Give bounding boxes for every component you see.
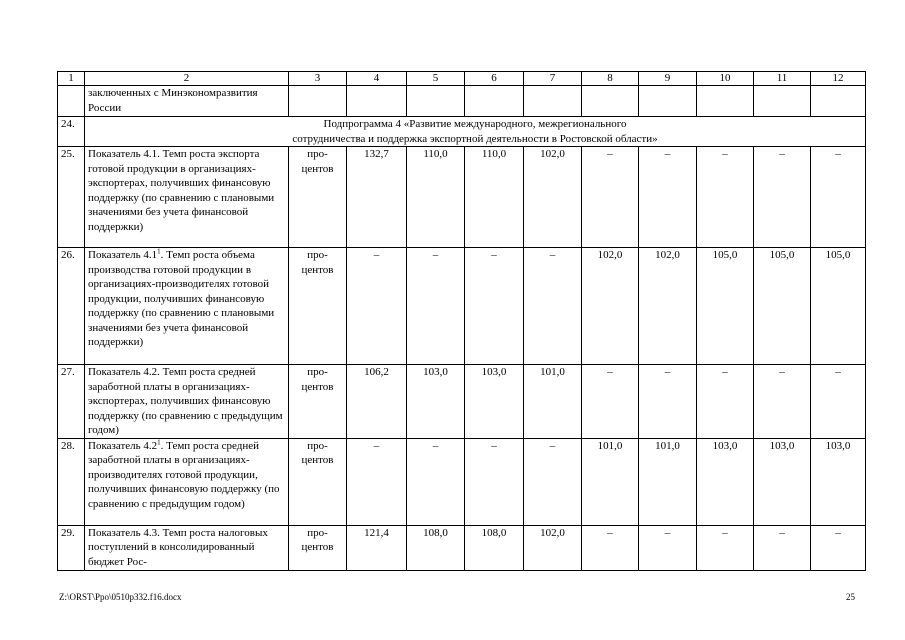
indicator-name: Показатель 4.3. Темп роста налоговых поступлений в консолидированный бюджет Рос- (85, 525, 289, 570)
value-cell: – (754, 147, 811, 248)
page-number: 25 (846, 592, 855, 602)
unit-cell: про- центов (289, 525, 347, 570)
column-number: 4 (347, 72, 407, 86)
column-number: 5 (407, 72, 465, 86)
value-cell: – (465, 438, 524, 525)
table-row (58, 365, 866, 439)
table-row-continuation (58, 86, 866, 117)
value-cell: – (347, 438, 407, 525)
indicator-name: Показатель $4.1^1$. Темп роста объема производства готовой продукции в организациях-производителях готовой продукции, получивших финансовую поддержку (по сравнению с плановыми значениями без учета финансовой поддержки) (85, 248, 289, 365)
value-cell: 101,0 (524, 365, 582, 439)
value-cell: 105,0 (697, 248, 754, 365)
value-cell: 108,0 (407, 525, 465, 570)
value-cell: – (697, 147, 754, 248)
value-cell: – (582, 365, 639, 439)
value-cell: – (811, 525, 866, 570)
column-number: 2 (85, 72, 289, 86)
table-row (58, 248, 866, 365)
value-cell: 102,0 (639, 248, 697, 365)
value-cell: 132,7 (347, 147, 407, 248)
row-number: 28. (58, 438, 85, 525)
column-number: 1 (58, 72, 85, 86)
column-number: 3 (289, 72, 347, 86)
column-number: 12 (811, 72, 866, 86)
column-number: 8 (582, 72, 639, 86)
column-number: 7 (524, 72, 582, 86)
value-cell: 121,4 (347, 525, 407, 570)
unit-cell: про- центов (289, 248, 347, 365)
value-cell: – (465, 248, 524, 365)
table-row (58, 525, 866, 570)
value-cell: 103,0 (811, 438, 866, 525)
value-cell: 105,0 (811, 248, 866, 365)
row-number: 29. (58, 525, 85, 570)
subprogram-title-line2: сотрудничества и поддержка экспортной деятельности в Ростовской области» (292, 132, 658, 145)
value-cell: – (697, 525, 754, 570)
unit-cell: про- центов (289, 438, 347, 525)
value-cell: 103,0 (407, 365, 465, 439)
row-number: 26. (58, 248, 85, 365)
value-cell: – (407, 248, 465, 365)
value-cell: – (697, 365, 754, 439)
subprogram-title (85, 117, 866, 147)
value-cell: – (582, 147, 639, 248)
footer-file-path: Z:\ORST\Ppo\0510p332.f16.docx (59, 592, 182, 602)
value-cell: 102,0 (582, 248, 639, 365)
indicator-name: Показатель 4.1. Темп роста экспорта готовой продукции в организациях-экспортерах, получивших финансовую поддержку (по сравнению с плановыми значениями без учета финансовой поддержки) (85, 147, 289, 248)
value-cell: 103,0 (465, 365, 524, 439)
row-number: 27. (58, 365, 85, 439)
value-cell: 101,0 (639, 438, 697, 525)
value-cell: 101,0 (582, 438, 639, 525)
column-number-header-row (58, 72, 866, 86)
value-cell: – (754, 365, 811, 439)
column-number: 11 (754, 72, 811, 86)
value-cell: – (347, 248, 407, 365)
subprogram-title-line1: Подпрограмма 4 «Развитие международного, межрегионального (323, 118, 627, 130)
indicator-name: Показатель $4.2^1$. Темп роста средней заработной платы в организациях-производителях готовой продукции, получивших финансовую поддержку (по сравнению с предыдущим годом) (85, 438, 289, 525)
value-cell: – (407, 438, 465, 525)
column-number: 6 (465, 72, 524, 86)
table-row (58, 147, 866, 248)
unit-cell: про- центов (289, 365, 347, 439)
value-cell: 106,2 (347, 365, 407, 439)
value-cell: – (639, 365, 697, 439)
column-number: 9 (639, 72, 697, 86)
value-cell: – (811, 147, 866, 248)
value-cell: 110,0 (407, 147, 465, 248)
value-cell: – (639, 147, 697, 248)
value-cell: – (524, 438, 582, 525)
table-row (58, 438, 866, 525)
row-number: 24. (58, 117, 85, 147)
value-cell: 103,0 (697, 438, 754, 525)
value-cell: 102,0 (524, 525, 582, 570)
value-cell: 103,0 (754, 438, 811, 525)
value-cell: – (811, 365, 866, 439)
value-cell: – (639, 525, 697, 570)
table-row-subprogram (58, 117, 866, 147)
indicator-name: заключенных с Минэкономразвития России (85, 86, 289, 117)
value-cell: – (524, 248, 582, 365)
value-cell: – (582, 525, 639, 570)
column-number: 10 (697, 72, 754, 86)
indicator-name: Показатель 4.2. Темп роста средней заработной платы в организациях-экспортерах, получивших финансовую поддержку (по сравнению с предыдущим годом) (85, 365, 289, 439)
value-cell: 102,0 (524, 147, 582, 248)
value-cell: 105,0 (754, 248, 811, 365)
value-cell: 108,0 (465, 525, 524, 570)
indicators-table (57, 71, 866, 571)
value-cell: – (754, 525, 811, 570)
row-number: 25. (58, 147, 85, 248)
value-cell: 110,0 (465, 147, 524, 248)
unit-cell: про- центов (289, 147, 347, 248)
